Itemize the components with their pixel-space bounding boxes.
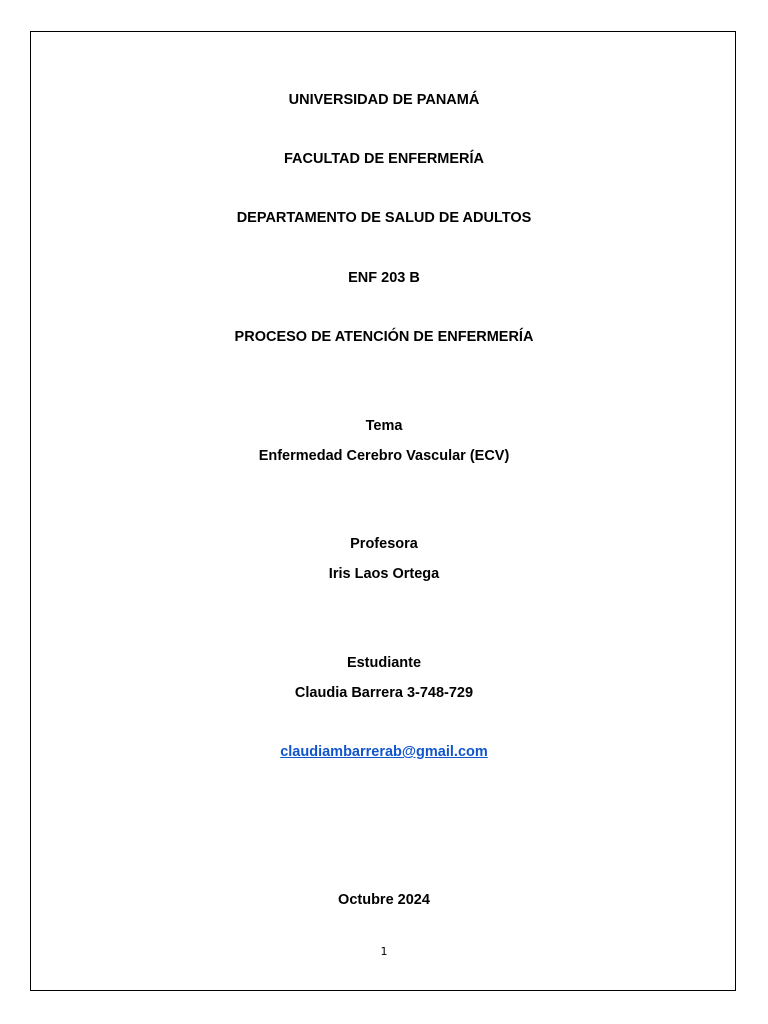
course-code: ENF 203 B [348,270,420,286]
university-heading: UNIVERSIDAD DE PANAMÁ [288,92,480,108]
professor-name: Iris Laos Ortega [328,566,440,582]
student-label: Estudiante [346,655,422,671]
topic-value: Enfermedad Cerebro Vascular (ECV) [258,448,510,464]
topic-label: Tema [365,418,403,434]
page-border [30,31,736,991]
date-line: Octubre 2024 [338,892,430,908]
email-line [0,743,768,761]
email-link[interactable]: claudiambarrerab@gmail.com [280,744,488,760]
professor-label: Profesora [350,536,418,552]
department-heading: DEPARTAMENTO DE SALUD DE ADULTOS [236,210,532,226]
subject-heading: PROCESO DE ATENCIÓN DE ENFERMERÍA [234,329,534,345]
faculty-heading: FACULTAD DE ENFERMERÍA [283,151,485,167]
page-number: 1 [380,945,388,958]
student-name: Claudia Barrera 3-748-729 [294,685,474,701]
